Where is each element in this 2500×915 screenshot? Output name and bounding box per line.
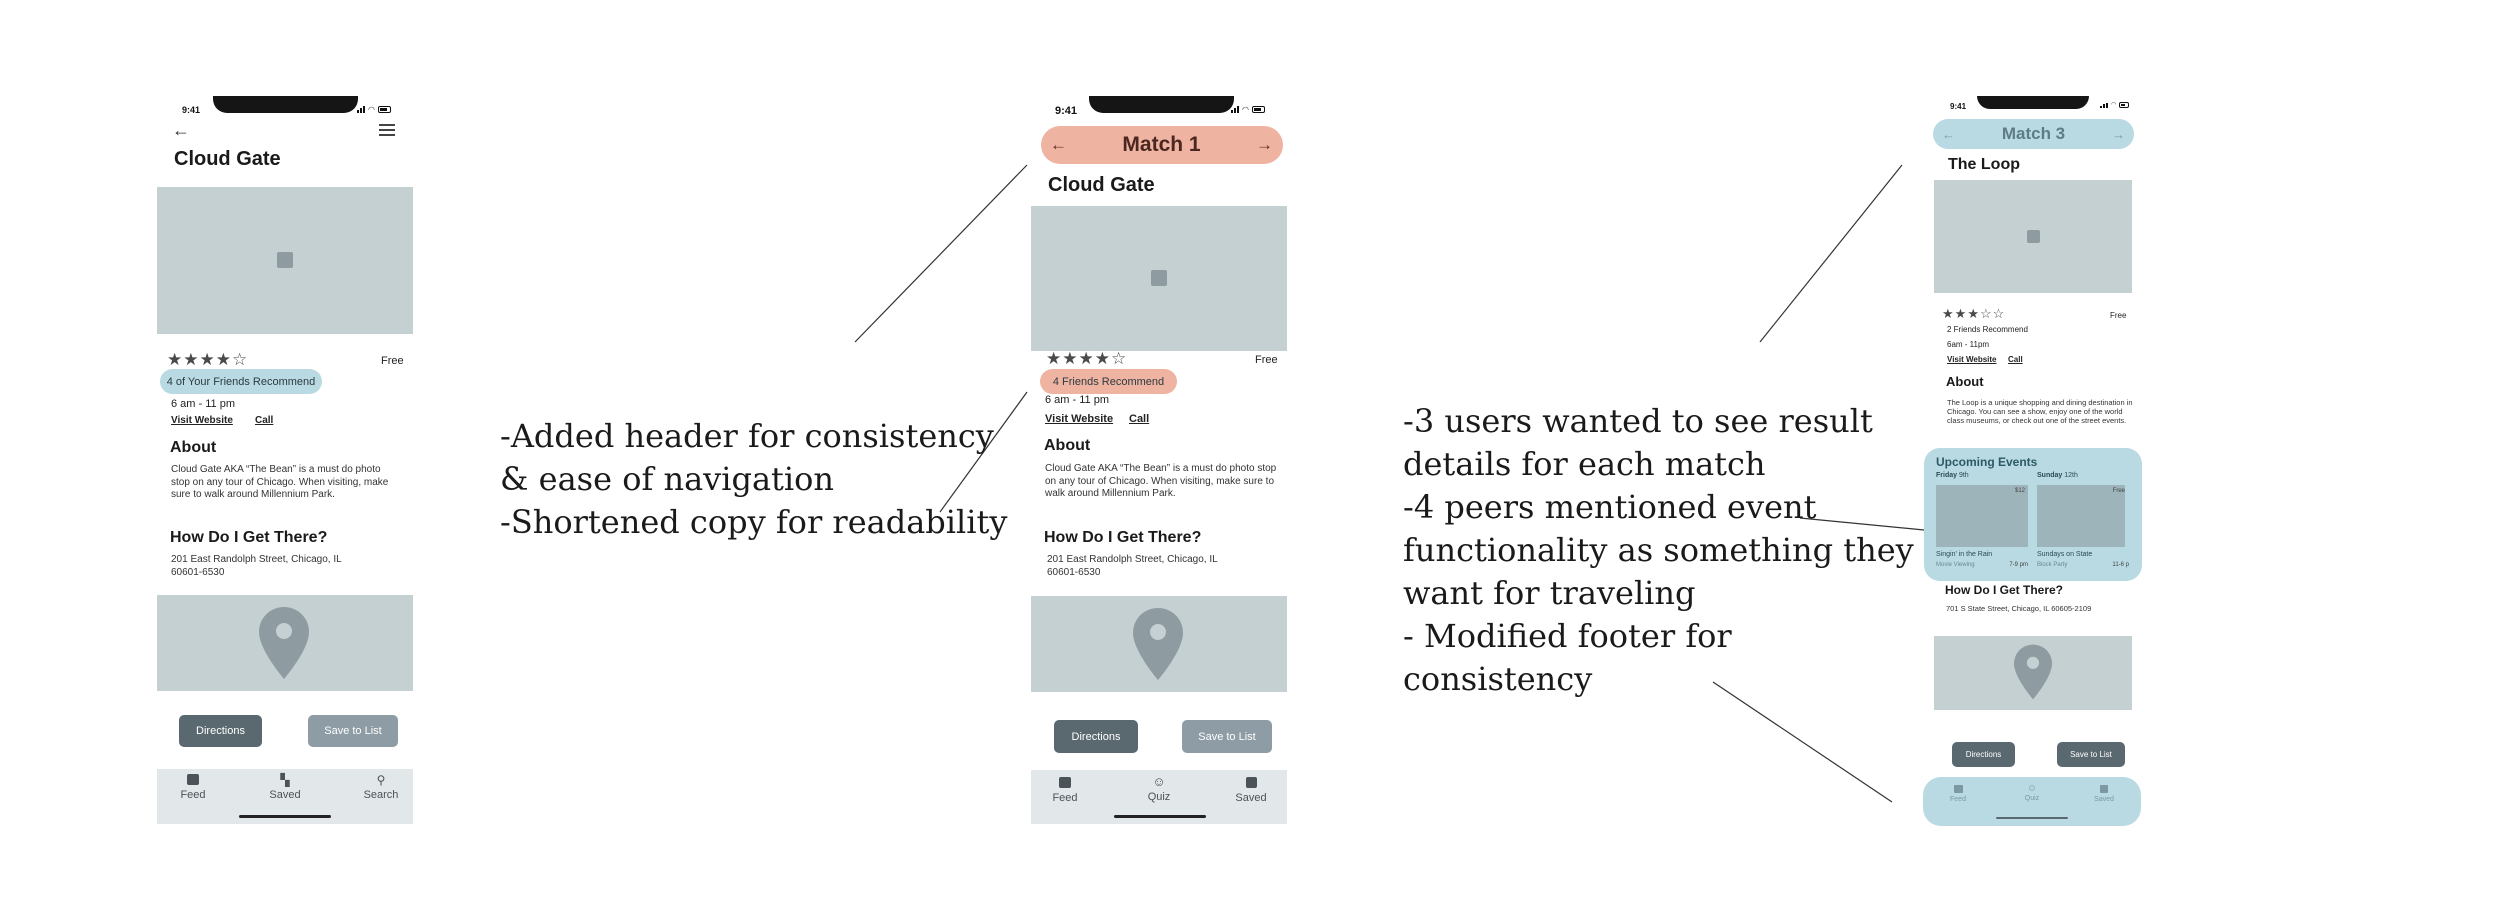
tab-label: Feed	[1052, 792, 1078, 804]
wifi-icon: ◠	[2111, 102, 2117, 108]
arrow-left-icon[interactable]: ←	[1050, 135, 1067, 154]
event-day: Friday	[1936, 472, 1958, 479]
directions-button[interactable]: Directions	[1952, 742, 2015, 767]
event-date: 9th	[1958, 472, 1969, 479]
page-title: Cloud Gate	[1048, 174, 1155, 196]
tab-label: Quiz	[2024, 795, 2040, 802]
event-name: Sundays on State	[2037, 551, 2093, 558]
smiley-icon: ☺	[1152, 774, 1166, 789]
friends-recommend-badge: 4 Friends Recommend	[1040, 369, 1177, 394]
price-label: Free	[2110, 311, 2127, 320]
price-label: Free	[381, 355, 404, 367]
about-heading: About	[1044, 437, 1091, 454]
wifi-icon: ◠	[368, 105, 375, 114]
map-icon: ▚	[280, 773, 290, 787]
about-heading: About	[170, 439, 217, 456]
directions-heading: How Do I Get There?	[1044, 529, 1202, 546]
match-header-title: Match 3	[2001, 124, 2066, 143]
visit-website-link[interactable]: Visit Website	[1045, 413, 1114, 425]
star-icon: ★	[183, 350, 200, 369]
star-outline-icon: ☆	[232, 350, 249, 369]
save-to-list-button[interactable]: Save to List	[308, 715, 398, 747]
star-icon: ★	[199, 350, 216, 369]
call-link[interactable]: Call	[2008, 355, 2023, 364]
tab-label: Quiz	[1147, 791, 1171, 803]
star-icon: ★	[1967, 306, 1980, 321]
tab-label: Feed	[180, 789, 206, 801]
directions-button[interactable]: Directions	[1054, 720, 1138, 753]
event-day: Sunday	[2037, 472, 2063, 479]
star-icon: ★	[1062, 349, 1079, 368]
friends-recommend-label: 2 Friends Recommend	[1947, 325, 2028, 334]
directions-heading: How Do I Get There?	[1945, 583, 2064, 597]
event-date: 12th	[2064, 472, 2078, 479]
status-time: 9:41	[1950, 102, 1967, 111]
visit-website-link[interactable]: Visit Website	[1947, 355, 1997, 364]
call-link[interactable]: Call	[255, 415, 274, 426]
events-heading: Upcoming Events	[1936, 455, 2038, 469]
star-icon: ★	[167, 350, 184, 369]
star-icon: ★	[1954, 306, 1968, 321]
about-text: Cloud Gate AKA “The Bean” is a must do photo stop on any tour of Chicago. When visiting, make sure to walk around Millennium Park.	[171, 464, 389, 500]
star-icon: ★	[215, 350, 232, 369]
back-arrow-icon[interactable]: ←	[172, 120, 190, 140]
star-icon: ★	[1046, 349, 1063, 368]
star-icon: ★	[1942, 306, 1955, 321]
status-time: 9:41	[1055, 105, 1078, 117]
arrow-right-icon[interactable]: →	[2111, 126, 2125, 142]
wifi-icon: ◠	[1242, 105, 1249, 114]
tab-label: Saved	[1235, 792, 1267, 804]
event-time: 7-9 pm	[2009, 562, 2028, 568]
event-name: Singin' in the Rain	[1936, 551, 1993, 558]
friends-recommend-badge: 4 of Your Friends Recommend	[160, 369, 322, 394]
directions-heading: How Do I Get There?	[170, 529, 328, 546]
smiley-icon: ☺	[2026, 783, 2038, 794]
annotation-line	[1760, 165, 1902, 342]
status-time: 9:41	[182, 105, 201, 115]
address-text: 701 S State Street, Chicago, IL 60605-2109	[1946, 604, 2092, 613]
star-icon: ★	[1078, 349, 1095, 368]
tab-label: Saved	[269, 789, 301, 801]
save-to-list-button[interactable]: Save to List	[1182, 720, 1272, 753]
about-heading: About	[1946, 374, 1984, 389]
arrow-left-icon[interactable]: ←	[1942, 126, 1955, 142]
tab-label: Search	[363, 789, 399, 801]
tab-label: Saved	[2094, 796, 2114, 803]
annotation-note-2: -3 users wanted to see result details for each match -4 peers mentioned event functionality as something they want for traveling - Modified footer for consistency	[1403, 402, 1914, 698]
save-to-list-button[interactable]: Save to List	[2057, 742, 2125, 767]
event-price: Free	[2112, 488, 2125, 494]
event-sub: Block Party	[2037, 562, 2068, 568]
visit-website-link[interactable]: Visit Website	[171, 415, 233, 426]
about-text: Cloud Gate AKA “The Bean” is a must do photo stop on any tour of Chicago. When visiting, make sure to walk around Millennium Park.	[1045, 463, 1277, 499]
annotation-line	[855, 165, 1027, 342]
page-title: The Loop	[1948, 156, 2020, 173]
call-link[interactable]: Call	[1129, 413, 1150, 425]
star-icon: ★	[1094, 349, 1111, 368]
address-text: 201 East Randolph Street, Chicago, IL 60601-6530	[171, 554, 342, 578]
directions-button[interactable]: Directions	[179, 715, 262, 747]
hours-label: 6am - 11pm	[1947, 340, 1990, 349]
arrow-right-icon[interactable]: →	[1256, 135, 1273, 154]
event-sub: Movie Viewing	[1936, 562, 1975, 568]
match-header-title: Match 1	[1122, 133, 1201, 156]
address-text: 201 East Randolph Street, Chicago, IL 60601-6530	[1047, 554, 1218, 578]
page-title: Cloud Gate	[174, 148, 281, 170]
event-price: $12	[2014, 488, 2025, 494]
hours-label: 6 am - 11 pm	[171, 398, 235, 410]
search-icon: ⚲	[376, 773, 386, 787]
event-time: 11-6 p	[2112, 562, 2129, 568]
price-label: Free	[1255, 354, 1278, 366]
tab-label: Feed	[1950, 796, 1966, 803]
about-text: The Loop is a unique shopping and dining destination in Chicago. You can see a show, enjoy one of the world class museums, or check out one of the street events.	[1947, 398, 2133, 425]
hours-label: 6 am - 11 pm	[1045, 394, 1109, 406]
annotation-note-1: -Added header for consistency & ease of navigation -Shortened copy for readability	[500, 417, 1008, 541]
star-outline-icon: ☆	[1111, 349, 1128, 368]
star-outline-icon: ☆	[1979, 306, 1993, 321]
star-outline-icon: ☆	[1992, 306, 2006, 321]
